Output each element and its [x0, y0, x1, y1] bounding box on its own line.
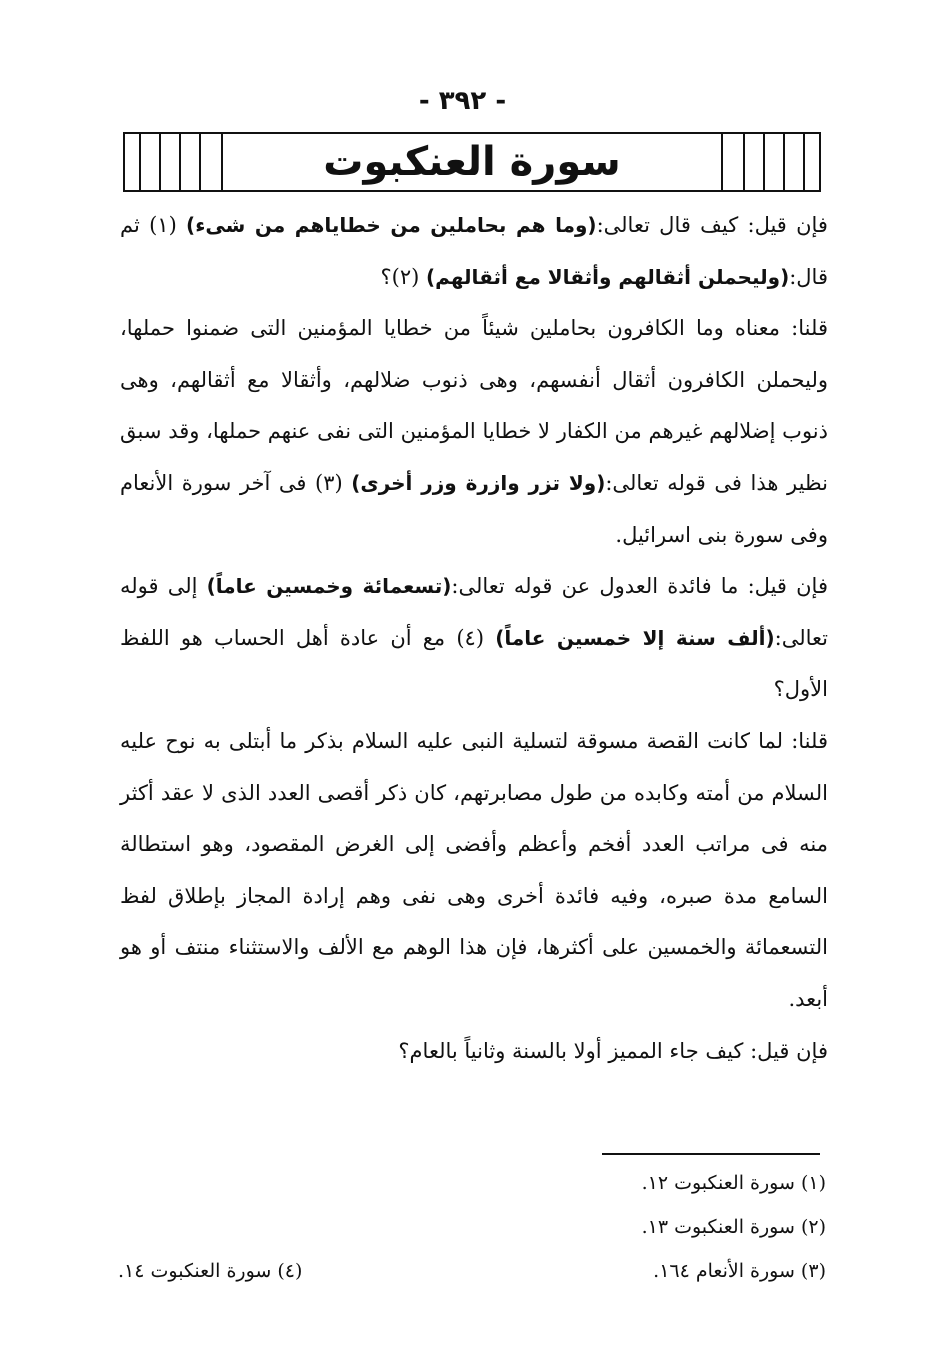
text-segment: (٣) فى آخر سورة الأنعام وفى سورة بنى اسرائيل. — [120, 470, 828, 547]
paragraph-answer-2 — [120, 716, 828, 1026]
footnote-1: (١) سورة العنكبوت ١٢. — [641, 1172, 826, 1194]
body-text — [120, 200, 828, 1077]
decorative-bars-left — [125, 134, 225, 190]
paragraph-question-2 — [120, 561, 828, 716]
footnote-3: (٣) سورة الأنعام ١٦٤. — [653, 1260, 826, 1282]
paragraph-answer-1 — [120, 303, 828, 561]
text-segment: قلنا: لما كانت القصة مسوقة لتسلية النبى عليه السلام بذكر ما أبتلى به نوح عليه السلام من أمته وكابده من طول مصابرتهم، كان ذكر أقصى العدد الذى لا عقد أكثر منه فى مراتب العدد أفخم وأعظم وأفضى إلى الغرض المقصود، وهو استطالة السامع مدة صبره، وفيه فائدة أخرى وهى نفى وهم إرادة المجاز بإطلاق لفظ التسعمائة والخمسين على أكثرها، فإن هذا الوهم مع الألف والاستثناء منتف أو هو أبعد. — [120, 728, 828, 1011]
text-segment: فإن قيل: ما فائدة العدول عن قوله تعالى: — [451, 574, 828, 599]
paragraph-question-1 — [120, 200, 828, 303]
footnote-row — [110, 1172, 826, 1216]
text-segment: (١) ثم قال: — [120, 213, 828, 289]
surah-title-box — [123, 132, 821, 192]
quran-verse: (وليحملن أثقالهم وأثقالا مع أثقالهم) — [426, 264, 790, 289]
quran-verse: (ولا تزر وازرة وزر أخرى) — [351, 470, 606, 495]
footnote-4: (٤) سورة العنكبوت ١٤. — [118, 1260, 303, 1282]
text-segment: (٤) مع أن عادة أهل الحساب هو اللفظ الأول؟ — [120, 625, 828, 702]
quran-verse: (تسعمائة وخمسين عاماً) — [206, 574, 452, 599]
paragraph-question-3 — [120, 1026, 828, 1078]
text-segment: فإن قيل: كيف قال تعالى: — [596, 213, 828, 237]
text-segment: (٢)؟ — [380, 264, 427, 289]
page-number: - ٣٩٢ - — [418, 86, 507, 116]
decorative-bars-right — [719, 134, 819, 190]
text-segment: قلنا: معناه وما الكافرون بحاملين شيئاً من خطايا المؤمنين التى ضمنوا حملها، وليحملن الكافرون أثقال أنفسهم، وهى ذنوب ضلالهم، وأثقالا مع أثقالهم، وهى ذنوب إضلالهم غيرهم من الكفار لا خطايا المؤمنين التى نفى عنهم حملها، وقد سبق نظير هذا فى قوله تعالى: — [120, 316, 828, 495]
quran-verse: (وما هم بحاملين من خطاياهم من شىء) — [186, 213, 597, 237]
surah-title: سورة العنكبوت — [323, 139, 621, 185]
footnote-row — [110, 1216, 826, 1260]
footnote-row — [110, 1260, 826, 1304]
footnote-separator — [602, 1153, 820, 1155]
footnote-2: (٢) سورة العنكبوت ١٣. — [641, 1216, 826, 1238]
text-segment: فإن قيل: كيف جاء المميز أولا بالسنة وثانياً بالعام؟ — [398, 1038, 828, 1063]
quran-verse: (ألف سنة إلا خمسين عاماً) — [495, 625, 775, 650]
footnotes — [110, 1172, 826, 1304]
text-segment: إلى قوله تعالى: — [120, 574, 828, 650]
